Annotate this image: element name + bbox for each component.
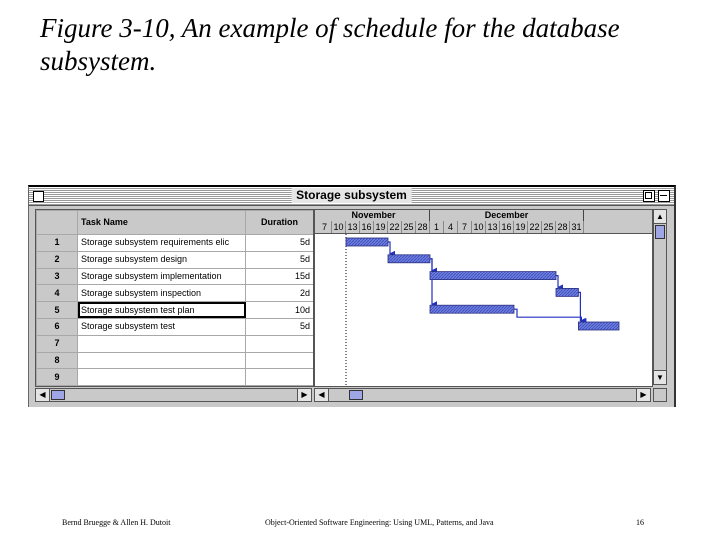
row-number[interactable]: 3 (37, 268, 78, 285)
timescale-day: 7 (458, 221, 472, 233)
timescale-day: 4 (444, 221, 458, 233)
dependency-link (430, 259, 432, 304)
chart-scroll-right-arrow-icon[interactable]: ▶ (636, 389, 650, 401)
row-number[interactable]: 5 (37, 302, 78, 319)
table-row[interactable] (37, 251, 314, 268)
task-table-pane (35, 209, 314, 387)
row-number[interactable]: 1 (37, 235, 78, 252)
dependency-link (514, 309, 581, 321)
task-name-cell[interactable] (78, 369, 246, 386)
chart-horizontal-scroll-thumb[interactable] (349, 390, 363, 400)
timescale-day: 7 (318, 221, 332, 233)
task-name-cell[interactable]: Storage subsystem design (78, 251, 246, 268)
gantt-bar[interactable] (578, 322, 619, 330)
vertical-scroll-thumb[interactable] (655, 225, 665, 239)
task-name-header[interactable]: Task Name (78, 211, 246, 235)
table-row[interactable] (37, 369, 314, 386)
duration-cell[interactable]: 5d (246, 235, 314, 252)
task-name-cell[interactable] (78, 352, 246, 369)
duration-cell[interactable]: 5d (246, 318, 314, 335)
footer-authors: Bernd Bruegge & Allen H. Dutoit (62, 518, 171, 527)
duration-cell[interactable]: 2d (246, 285, 314, 302)
slide-title: Figure 3-10, An example of schedule for the database subsystem. (40, 13, 620, 76)
gantt-chart (315, 234, 652, 386)
table-row[interactable] (37, 352, 314, 369)
timescale-days (315, 221, 652, 234)
timescale-day: 13 (346, 221, 360, 233)
table-row[interactable] (37, 335, 314, 352)
table-scroll-left-arrow-icon[interactable]: ◀ (36, 389, 50, 401)
timescale-day: 16 (360, 221, 374, 233)
gantt-bar[interactable] (430, 305, 514, 313)
window-titlebar[interactable] (29, 187, 674, 206)
footer-book-title: Object-Oriented Software Engineering: Using UML, Patterns, and Java (265, 518, 494, 527)
table-horizontal-scrollbar[interactable] (35, 388, 312, 402)
timescale-day: 1 (430, 221, 444, 233)
duration-cell[interactable]: 15d (246, 268, 314, 285)
row-number[interactable]: 2 (37, 251, 78, 268)
table-scroll-right-arrow-icon[interactable]: ▶ (297, 389, 311, 401)
timescale-day: 19 (374, 221, 388, 233)
duration-cell[interactable]: 5d (246, 251, 314, 268)
row-number[interactable]: 7 (37, 335, 78, 352)
footer-page-number: 16 (636, 518, 644, 527)
task-name-cell[interactable]: Storage subsystem inspection (78, 285, 246, 302)
gantt-bar[interactable] (430, 272, 556, 280)
project-window (28, 185, 676, 407)
timescale-day: 19 (514, 221, 528, 233)
timescale-day: 22 (528, 221, 542, 233)
task-table (36, 210, 314, 386)
scroll-up-arrow-icon[interactable]: ▲ (654, 210, 666, 224)
task-name-cell[interactable]: Storage subsystem test (78, 318, 246, 335)
duration-header[interactable]: Duration (246, 211, 314, 235)
vertical-scrollbar[interactable] (653, 209, 667, 385)
row-number[interactable]: 4 (37, 285, 78, 302)
task-name-cell[interactable]: Storage subsystem requirements elic (78, 235, 246, 252)
task-name-cell[interactable] (78, 335, 246, 352)
timescale-month: November (318, 210, 430, 221)
row-number[interactable]: 6 (37, 318, 78, 335)
row-number-header (37, 211, 78, 235)
row-number[interactable]: 9 (37, 369, 78, 386)
gantt-bar[interactable] (556, 288, 578, 296)
collapse-box-icon[interactable] (658, 190, 670, 202)
table-row[interactable] (37, 268, 314, 285)
timescale-day: 10 (332, 221, 346, 233)
resize-box-icon[interactable] (653, 388, 667, 402)
duration-cell[interactable]: 10d (246, 302, 314, 319)
timescale-day: 22 (388, 221, 402, 233)
timescale-day: 16 (500, 221, 514, 233)
scroll-down-arrow-icon[interactable]: ▼ (654, 370, 666, 384)
table-row[interactable] (37, 235, 314, 252)
timescale-day: 31 (570, 221, 584, 233)
task-name-cell[interactable]: Storage subsystem implementation (78, 268, 246, 285)
table-row[interactable] (37, 302, 314, 319)
timescale-day: 28 (556, 221, 570, 233)
window-title: Storage subsystem (291, 188, 412, 203)
timescale-month: December (430, 210, 584, 221)
zoom-box-icon[interactable] (643, 190, 655, 202)
timescale-day: 25 (542, 221, 556, 233)
chart-horizontal-scrollbar[interactable] (314, 388, 651, 402)
timescale-day: 25 (402, 221, 416, 233)
task-name-cell[interactable]: Storage subsystem test plan (78, 302, 246, 319)
row-number[interactable]: 8 (37, 352, 78, 369)
gantt-bar[interactable] (346, 238, 388, 246)
table-horizontal-scroll-thumb[interactable] (51, 390, 65, 400)
timescale-day: 10 (472, 221, 486, 233)
gantt-bar[interactable] (388, 255, 430, 263)
chart-scroll-left-arrow-icon[interactable]: ◀ (315, 389, 329, 401)
gantt-chart-pane (314, 209, 653, 387)
close-box-icon[interactable] (33, 191, 44, 202)
table-row[interactable] (37, 285, 314, 302)
timescale-day: 13 (486, 221, 500, 233)
table-row[interactable] (37, 318, 314, 335)
duration-cell[interactable] (246, 369, 314, 386)
duration-cell[interactable] (246, 335, 314, 352)
duration-cell[interactable] (246, 352, 314, 369)
timescale-day: 28 (416, 221, 430, 233)
